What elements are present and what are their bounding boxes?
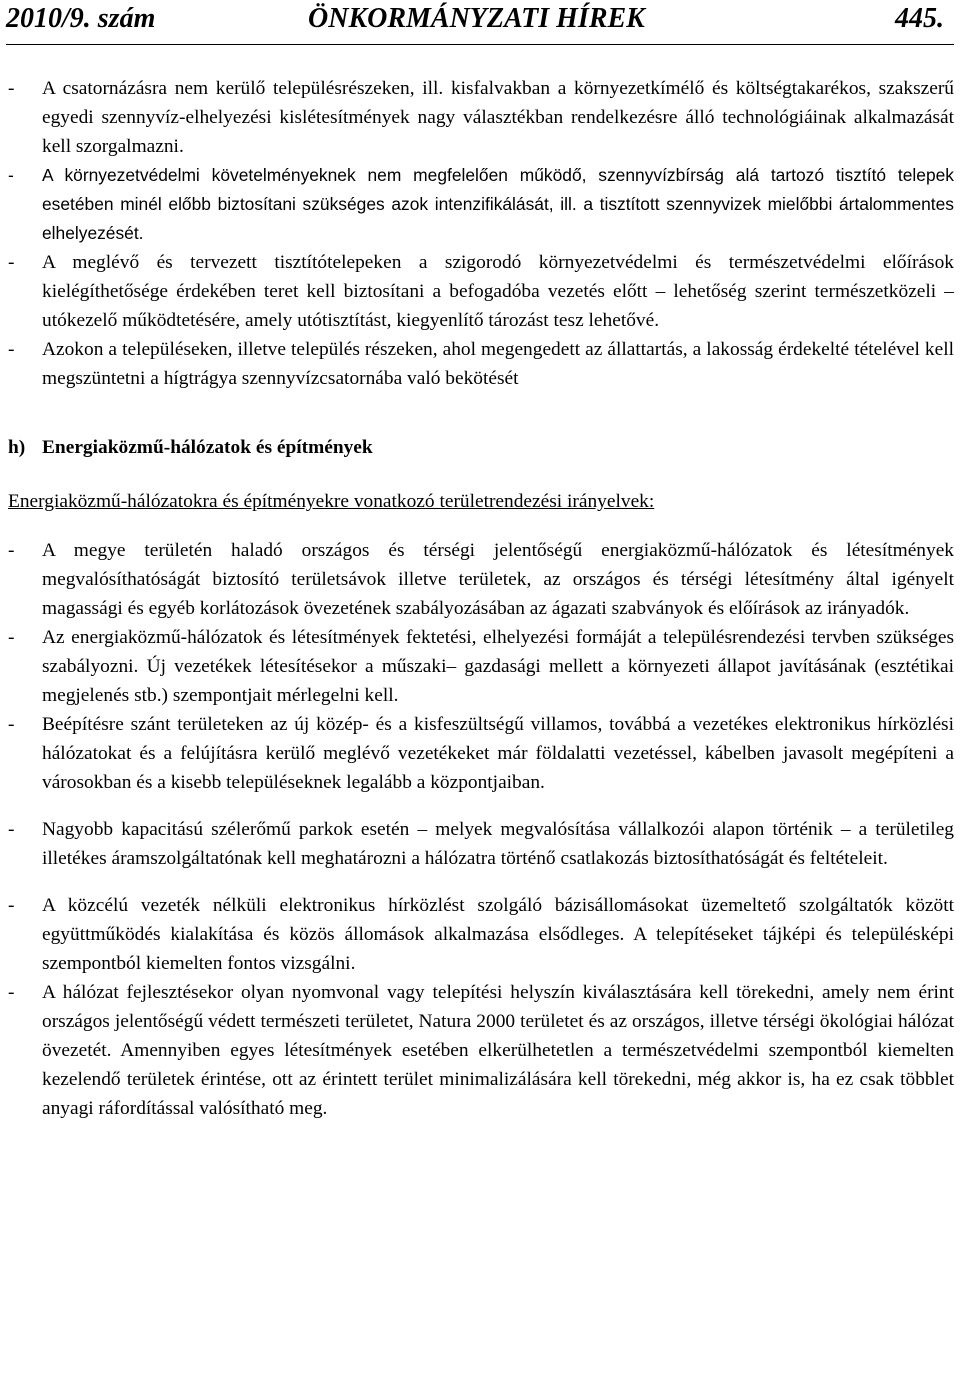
bullet-dash: - xyxy=(8,982,15,1003)
subtitle-text: Energiaközmű-hálózatokra és építményekre vonatkozó területrendezési irányelvek: xyxy=(8,491,655,512)
list-item xyxy=(8,623,954,710)
paragraph-text: A környezetvédelmi követelményeknek nem megfelelően működő, szennyvízbírság alá tartozó tisztító telepek esetében minél előbb biztosítani szükséges azok intenzifikálását, ill. a tisztított szennyvizek mielőbbi ártalommentes elhelyezését. xyxy=(42,165,954,243)
page-content xyxy=(8,74,954,1123)
bullet-dash: - xyxy=(8,339,15,360)
paragraph-text: Az energiaközmű-hálózatok és létesítmények fektetési, elhelyezési formáját a településrendezési tervben szükséges szabályozni. Új vezetékek létesítésekor a műszaki– gazdasági mellett a környezeti állapot javításának (esztétikai megjelenés stb.) szempontjait mérlegelni kell. xyxy=(42,627,954,706)
paragraph-text: A csatornázásra nem kerülő településrészeken, ill. kisfalvakban a környezetkímélő és költségtakarékos, szakszerű egyedi szennyvíz-elhelyezési kislétesítmények nagy választékban rendelkezésre álló technológiáinak alkalmazását kell szorgalmazni. xyxy=(42,78,954,157)
list-item xyxy=(8,161,954,248)
paragraph-text: A közcélú vezeték nélküli elektronikus hírközlést szolgáló bázisállomásokat üzemeltető szolgáltatók között együttműködés kialakítása és közös állomások alkalmazása elsődleges. A telepítéseket tájképi és településképi szempontból kiemelten fontos vizsgálni. xyxy=(42,895,954,974)
paragraph-text: A meglévő és tervezett tisztítótelepeken a szigorodó környezetvédelmi és természetvédelmi előírások kielégíthetősége érdekében teret kell biztosítani a befogadóba vezetés előtt – lehetőség szerint természetközeli – utókezelő működtetésére, amely utótisztítást, kiegyenlítő tározást tesz lehetővé. xyxy=(42,252,954,331)
list-item xyxy=(8,335,954,393)
bullet-dash: - xyxy=(8,819,15,840)
page-header xyxy=(6,0,954,45)
paragraph-text: Azokon a településeken, illetve település részeken, ahol megengedett az állattartás, a lakosság érdekelté tételével kell megszüntetni a hígtrágya szennyvízcsatornába való bekötését xyxy=(42,339,954,389)
list-item xyxy=(8,710,954,797)
bullet-dash: - xyxy=(8,252,15,273)
list-item xyxy=(8,74,954,161)
bullet-dash: - xyxy=(8,714,15,735)
paragraph-text: Nagyobb kapacitású szélerőmű parkok esetén – melyek megvalósítása vállalkozói alapon történik – a területileg illetékes áramszolgáltatónak kell meghatározni a hálózatra történő csatlakozás biztosíthatóságát és feltételeit. xyxy=(42,819,954,869)
section-label: h) xyxy=(8,437,26,458)
paragraph-text: A hálózat fejlesztésekor olyan nyomvonal vagy telepítési helyszín kiválasztására kell törekedni, amely nem érint országos jelentőségű védett természeti területet, Natura 2000 területet és az országos, illetve térségi ökológiai hálózat övezetét. Amennyiben egyes létesítmények esetében elkerülhetetlen a természetvédelmi szempontból kiemelten kezelendő területek érintése, ott az érintett terület minimalizálására kell törekedni, még akkor is, ha ez csak többlet anyagi ráfordítással valósítható meg. xyxy=(42,982,954,1119)
list-item xyxy=(8,978,954,1123)
list-item xyxy=(8,536,954,623)
page-number: 445. xyxy=(895,3,944,34)
bullet-dash: - xyxy=(8,165,14,185)
publication-title: ÖNKORMÁNYZATI HÍREK xyxy=(308,3,645,34)
list-item xyxy=(8,815,954,873)
bullet-dash: - xyxy=(8,627,15,648)
bullet-dash: - xyxy=(8,78,15,99)
issue-number: 2010/9. szám xyxy=(6,3,156,34)
list-item xyxy=(8,248,954,335)
paragraph-text: Beépítésre szánt területeken az új közép- és a kisfeszültségű villamos, továbbá a vezetékes elektronikus hírközlési hálózatokat és a felújításra kerülő meglévő vezetékeket már földalatti vezetéssel, kábelben javasolt megépíteni a városokban és a kisebb településeknek legalább a központjaiban. xyxy=(42,714,954,793)
section-subtitle xyxy=(8,487,954,516)
section-title: Energiaközmű-hálózatok és építmények xyxy=(42,437,373,458)
bullet-dash: - xyxy=(8,540,15,561)
bullet-dash: - xyxy=(8,895,15,916)
list-item xyxy=(8,891,954,978)
paragraph-text: A megye területén haladó országos és térségi jelentőségű energiaközmű-hálózatok és létesítmények megvalósíthatóságát biztosító területsávok illetve területek, az országos és térségi létesítmény által igényelt magassági és egyéb korlátozások övezetének szabályozásában az ágazati szabványok és előírások az irányadók. xyxy=(42,540,954,619)
section-heading xyxy=(8,433,954,462)
